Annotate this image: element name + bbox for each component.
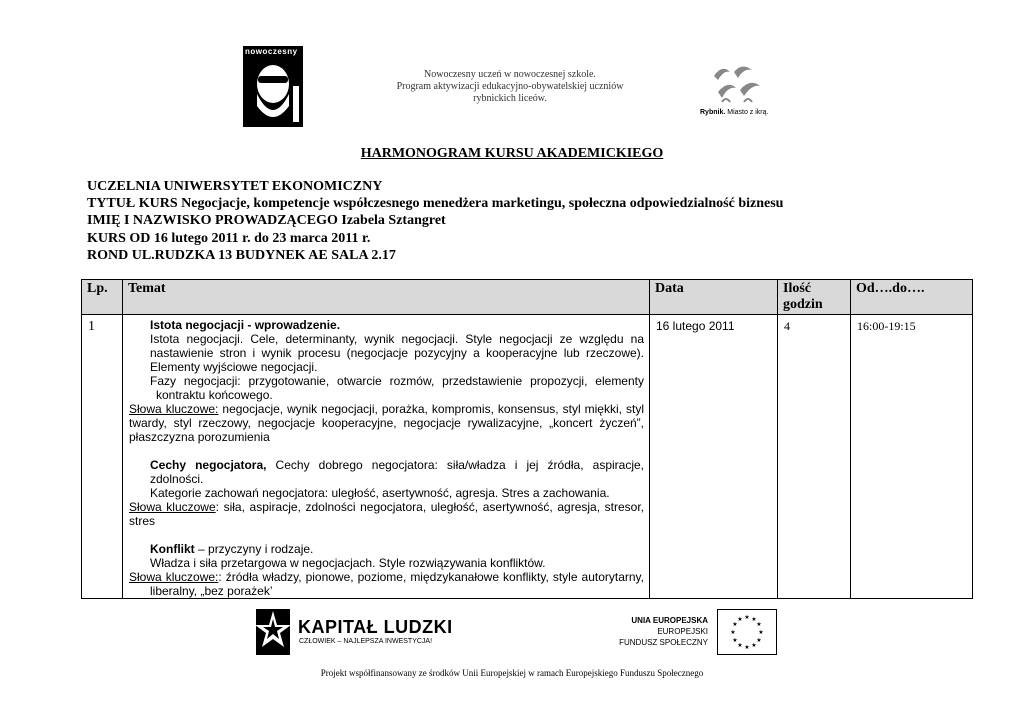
eu-line-2: EUROPEJSKI bbox=[657, 627, 708, 636]
svg-text:★: ★ bbox=[737, 642, 743, 649]
topic-2: Cechy negocjatora, Cechy dobrego negocjatora: siła/władza i jej źródła, aspiracje, zdolności. bbox=[150, 458, 645, 486]
eu-label bbox=[610, 615, 708, 648]
svg-text:★: ★ bbox=[751, 642, 757, 649]
program-line-2: Program aktywizacji edukacyjno-obywatelskiej uczniów bbox=[396, 81, 624, 92]
table-row bbox=[82, 315, 973, 599]
svg-text:★: ★ bbox=[744, 614, 750, 621]
document-title: HARMONOGRAM KURSU AKADEMICKIEGO bbox=[360, 146, 664, 161]
program-header bbox=[380, 69, 640, 105]
topic-2-categories: Kategorie zachowań negocjatora: uległość, asertywność, agresja. Stres a zachowania. bbox=[150, 486, 610, 500]
header-temat: Temat bbox=[123, 280, 650, 315]
kapital-ludzki-subtitle: CZŁOWIEK – NAJLEPSZA INWESTYCJA! bbox=[299, 638, 433, 645]
row-hours: 4 bbox=[778, 315, 851, 599]
university: UCZELNIA UNIWERSYTET EKONOMICZNY bbox=[87, 179, 383, 194]
row-topic bbox=[123, 315, 650, 599]
topic-2-keywords: Słowa kluczowe: siła, aspiracje, zdolności negocjatora, uległość, asertywność, agresja, stresor, stres bbox=[129, 500, 644, 528]
svg-text:★: ★ bbox=[756, 621, 762, 628]
instructor: IMIĘ I NAZWISKO PROWADZĄCEGO Izabela Sztangret bbox=[87, 213, 446, 229]
row-date: 16 lutego 2011 bbox=[650, 315, 778, 599]
eu-line-1: UNIA EUROPEJSKA bbox=[631, 616, 708, 625]
svg-text:★: ★ bbox=[751, 616, 757, 623]
header-lp: Lp. bbox=[82, 280, 123, 315]
funding-note: Projekt współfinansowany ze środków Unii Europejskiej w ramach Europejskiego Funduszu Społecznego bbox=[320, 668, 704, 678]
kapital-ludzki-logo bbox=[250, 603, 294, 657]
svg-text:★: ★ bbox=[730, 629, 736, 636]
table-header-row bbox=[82, 280, 973, 315]
header-od-do: Od….do…. bbox=[851, 280, 973, 315]
rybnik-logo bbox=[700, 58, 790, 120]
topic-3-keywords: Słowa kluczowe:: źródła władzy, pionowe, poziome, międzykanałowe konflikty, style autorytarny, liberalny, „bez porażek’ bbox=[129, 570, 644, 598]
svg-text:★: ★ bbox=[758, 629, 764, 636]
topic-1-keywords: Słowa kluczowe: negocjacje, wynik negocjacji, porażka, kompromis, konsensus, styl miękki, styl twardy, styl rzeczowy, negocjacje kooperacyjne, negocjacje rywalizacyjne, „koncert życzeń”, płaszczyzna porozumienia bbox=[129, 402, 644, 444]
svg-text:★: ★ bbox=[744, 644, 750, 651]
topic-1-text: Istota negocjacji. Cele, determinanty, wynik negocjacji. Style negocjacji ze względu na nastawienie stron i wynik procesu (negocjacje pozycyjny a kooperacyjne lub rzeczowe). Elementy wyjściowe negocjacji. bbox=[150, 332, 644, 374]
row-time: 16:00-19:15 bbox=[851, 315, 973, 599]
topic-1-title: Istota negocjacji - wprowadzenie. bbox=[150, 318, 341, 332]
schedule-table bbox=[81, 279, 973, 599]
city-name: Rybnik. bbox=[700, 109, 726, 116]
eu-line-3: FUNDUSZ SPOŁECZNY bbox=[619, 638, 708, 647]
svg-text:★: ★ bbox=[732, 637, 738, 644]
course-title: TYTUŁ KURS Negocjacje, kompetencje współczesnego menedżera marketingu, społeczna odpowiedzialność biznesu bbox=[87, 196, 784, 212]
row-lp: 1 bbox=[82, 315, 123, 599]
program-line-1: Nowoczesny uczeń w nowoczesnej szkole. bbox=[424, 69, 596, 80]
svg-text:★: ★ bbox=[737, 616, 743, 623]
city-slogan: Miasto z ikrą. bbox=[727, 109, 769, 116]
svg-text:★: ★ bbox=[732, 621, 738, 628]
location: ROND UL.RUDZKA 13 BUDYNEK AE SALA 2.17 bbox=[87, 247, 396, 263]
eu-flag-icon bbox=[717, 609, 777, 655]
school-logo-text: nowoczesny bbox=[245, 47, 298, 56]
birds-icon bbox=[700, 58, 790, 108]
svg-text:★: ★ bbox=[756, 637, 762, 644]
school-logo bbox=[243, 46, 303, 127]
kapital-ludzki-title: KAPITAŁ LUDZKI bbox=[298, 617, 453, 637]
course-dates: KURS OD 16 lutego 2011 r. do 23 marca 2011 r. bbox=[87, 230, 371, 246]
header-data: Data bbox=[650, 280, 778, 315]
header-ilosc: Ilość godzin bbox=[778, 280, 851, 315]
topic-3: Konflikt – przyczyny i rodzaje. bbox=[150, 542, 314, 556]
program-line-3: rybnickich liceów. bbox=[473, 93, 547, 104]
course-info bbox=[87, 178, 783, 264]
topic-3-power: Władza i siła przetargowa w negocjacjach. Style rozwiązywania konfliktów. bbox=[150, 556, 546, 570]
topic-1-phases: Fazy negocjacji: przygotowanie, otwarcie rozmów, przedstawienie propozycji, elementy kontraktu końcowego. bbox=[150, 374, 644, 402]
